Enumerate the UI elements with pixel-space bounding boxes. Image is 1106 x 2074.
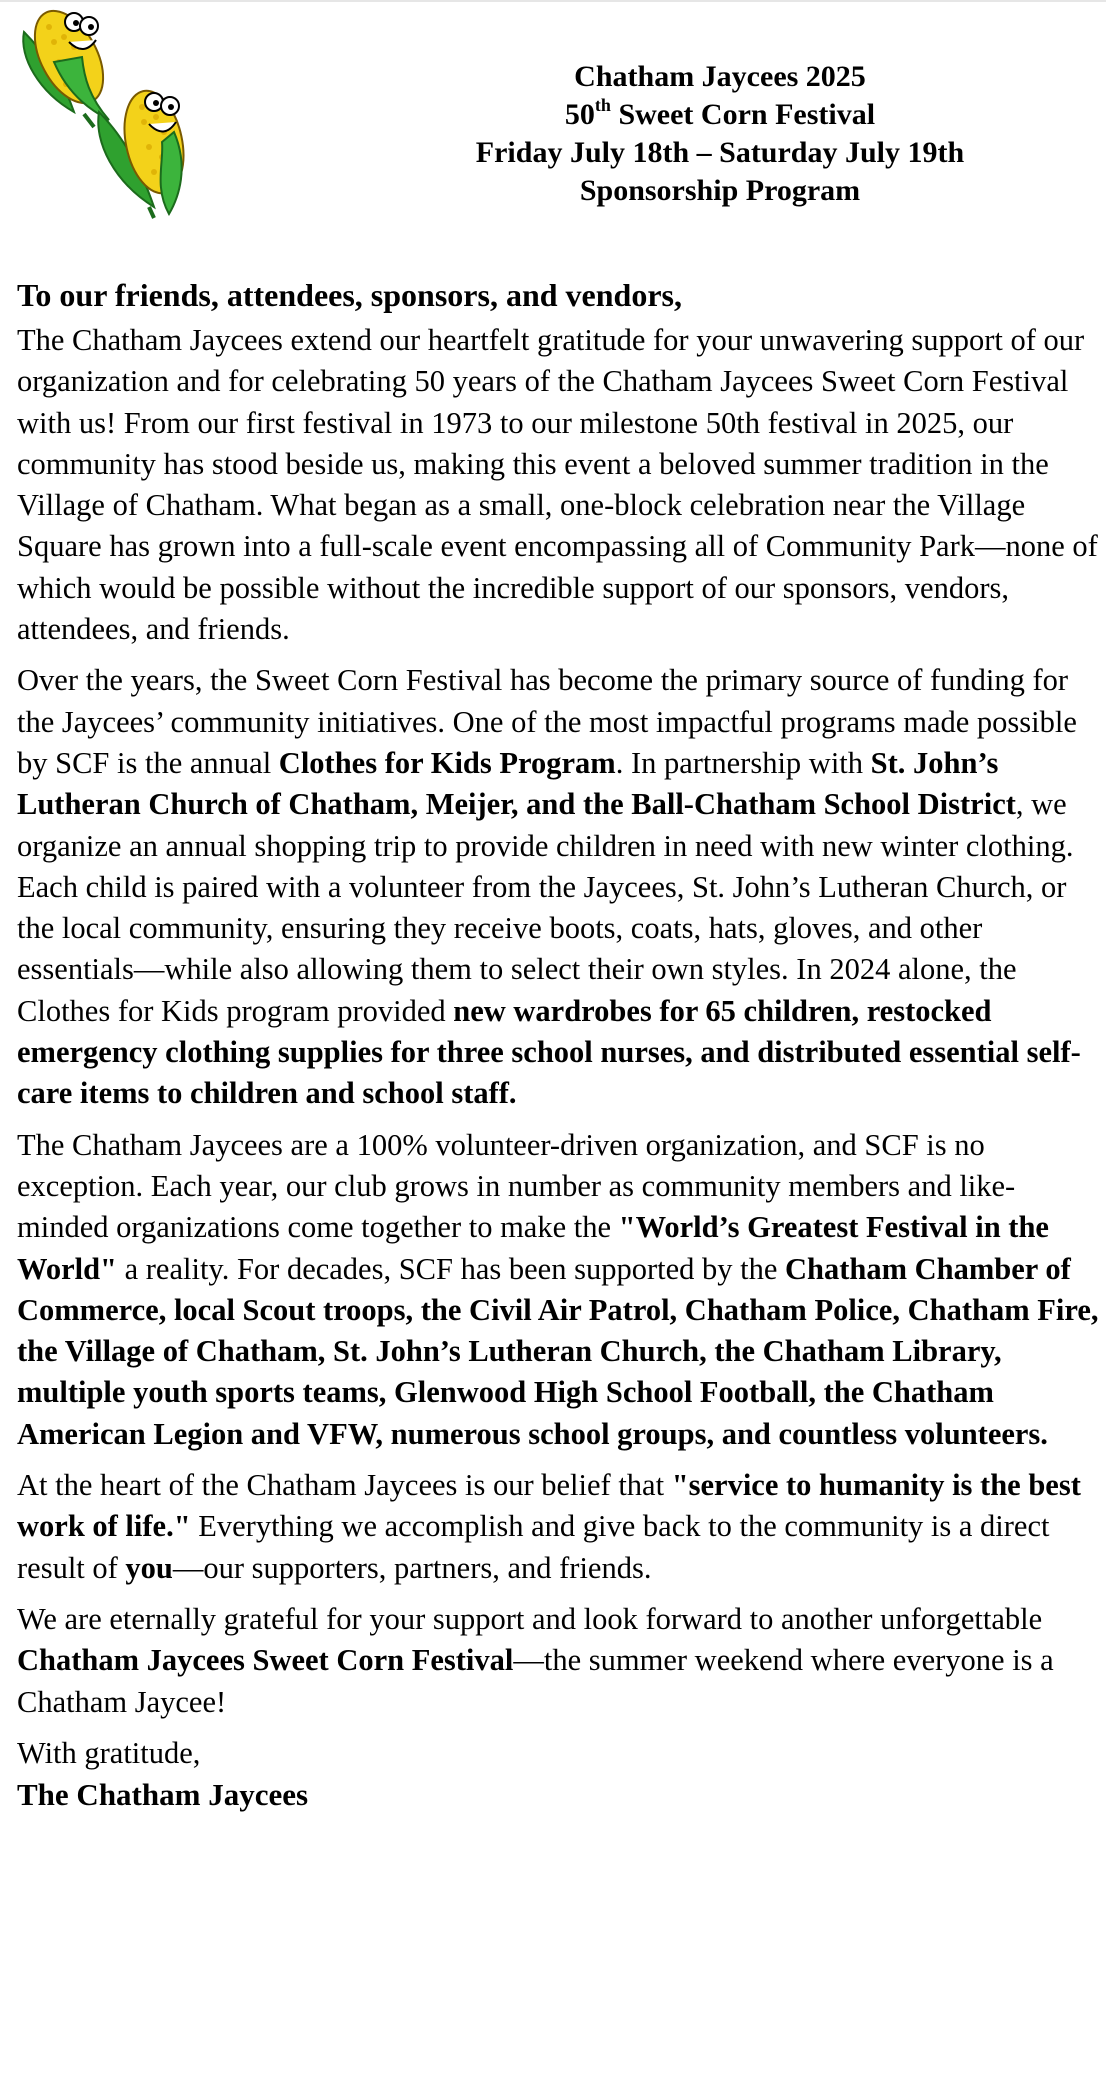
corn-mascot-left [21,2,117,127]
letter-greeting: To our friends, attendees, sponsors, and vendors, [17,277,682,313]
header-dates: Friday July 18th – Saturday July 19th [475,136,965,169]
p3-bold-slogan: "World’s Greatest Festival in the World" [17,1210,1049,1286]
paragraph-creed [17,1465,1099,1589]
p3-text-1: The Chatham Jaycees are a 100% volunteer-driven organization, and SCF is no exception. Each year, our club grows in number as community members and like-minded organizations come together to make the [17,1127,1016,1245]
paragraph-volunteers [17,1125,1099,1455]
header-anniversary-number: 50 [564,98,595,131]
p4-text-3: —our supporters, partners, and friends. [172,1550,652,1585]
p2-bold-results: new wardrobes for 65 children, restocked emergency clothing supplies for three school nurses, and distributed essential self-care items to children and school staff. [17,993,1081,1111]
p4-bold-you: you [125,1550,173,1585]
p2-bold-program: Clothes for Kids Program [278,745,616,780]
p2-text-3: , we organize an annual shopping trip to provide children in need with new winter clothing. Each child is paired with a volunteer from the Jaycees, St. John’s Lutheran Church, or the local community, ensuring they receive boots, coats, hats, gloves, and other essentials—while also allowing them to select their own styles. In 2024 alone, the Clothes for Kids program provided [17,787,1074,1028]
p2-text-1: Over the years, the Sweet Corn Festival has become the primary source of funding for the Jaycees’ community initiatives. One of the most impactful programs made possible by SCF is the annual [17,663,1077,780]
header-program: Sponsorship Program [579,174,861,207]
header-org-year: Chatham Jaycees 2025 [574,60,866,93]
p5-bold-festival: Chatham Jaycees Sweet Corn Festival [17,1643,514,1678]
p4-text-2: Everything we accomplish and give back to the community is a direct result of [17,1509,1050,1585]
p2-text-2: . In partnership with [615,745,871,780]
header-anniversary-suffix: th [594,95,611,115]
p5-text-2: —the summer weekend where everyone is a Chatham Jaycee! [17,1643,1054,1719]
paragraph-gratitude [17,1599,1099,1723]
p2-bold-partners: St. John’s Lutheran Church of Chatham, Meijer, and the Ball-Chatham School District [17,745,1016,822]
header-festival-title [440,96,1000,134]
p5-text-1: We are eternally grateful for your support and look forward to another unforgettable [17,1601,1043,1636]
letter-header [440,58,1000,210]
letter-body [17,274,1099,1815]
p4-text-1: At the heart of the Chatham Jaycees is our belief that [17,1468,672,1503]
corn-mascot-right [98,85,192,218]
paragraph-history: The Chatham Jaycees extend our heartfelt gratitude for your unwavering support of our organization and for celebrating 50 years of the Chatham Jaycees Sweet Corn Festival with us! From our first festival in 1973 to our milestone 50th festival in 2025, our community has stood beside us, making this event a beloved summer tradition in the Village of Chatham. What began as a small, one-block celebration near the Village Square has grown into a full-scale event encompassing all of Community Park—none of which would be possible without the incredible support of our sponsors, vendors, attendees, and friends. [17,323,1098,647]
corn-mascot-logo [14,2,214,222]
letter-signature: The Chatham Jaycees [17,1777,309,1813]
paragraph-clothes-for-kids [17,660,1099,1114]
p3-bold-supporters: Chatham Chamber of Commerce, local Scout troops, the Civil Air Patrol, Chatham Police, Chatham Fire, the Village of Chatham, St. John’s Lutheran Church, the Chatham Library, multiple youth sports teams, Glenwood High School Football, the Chatham American Legion and VFW, numerous school groups, and countless volunteers. [17,1251,1099,1451]
p3-text-2: a reality. For decades, SCF has been supported by the [116,1251,786,1286]
p4-bold-creed: "service to humanity is the best work of life." [17,1468,1081,1544]
header-festival-name: Sweet Corn Festival [610,98,876,131]
letter-closing: With gratitude, [17,1735,201,1770]
